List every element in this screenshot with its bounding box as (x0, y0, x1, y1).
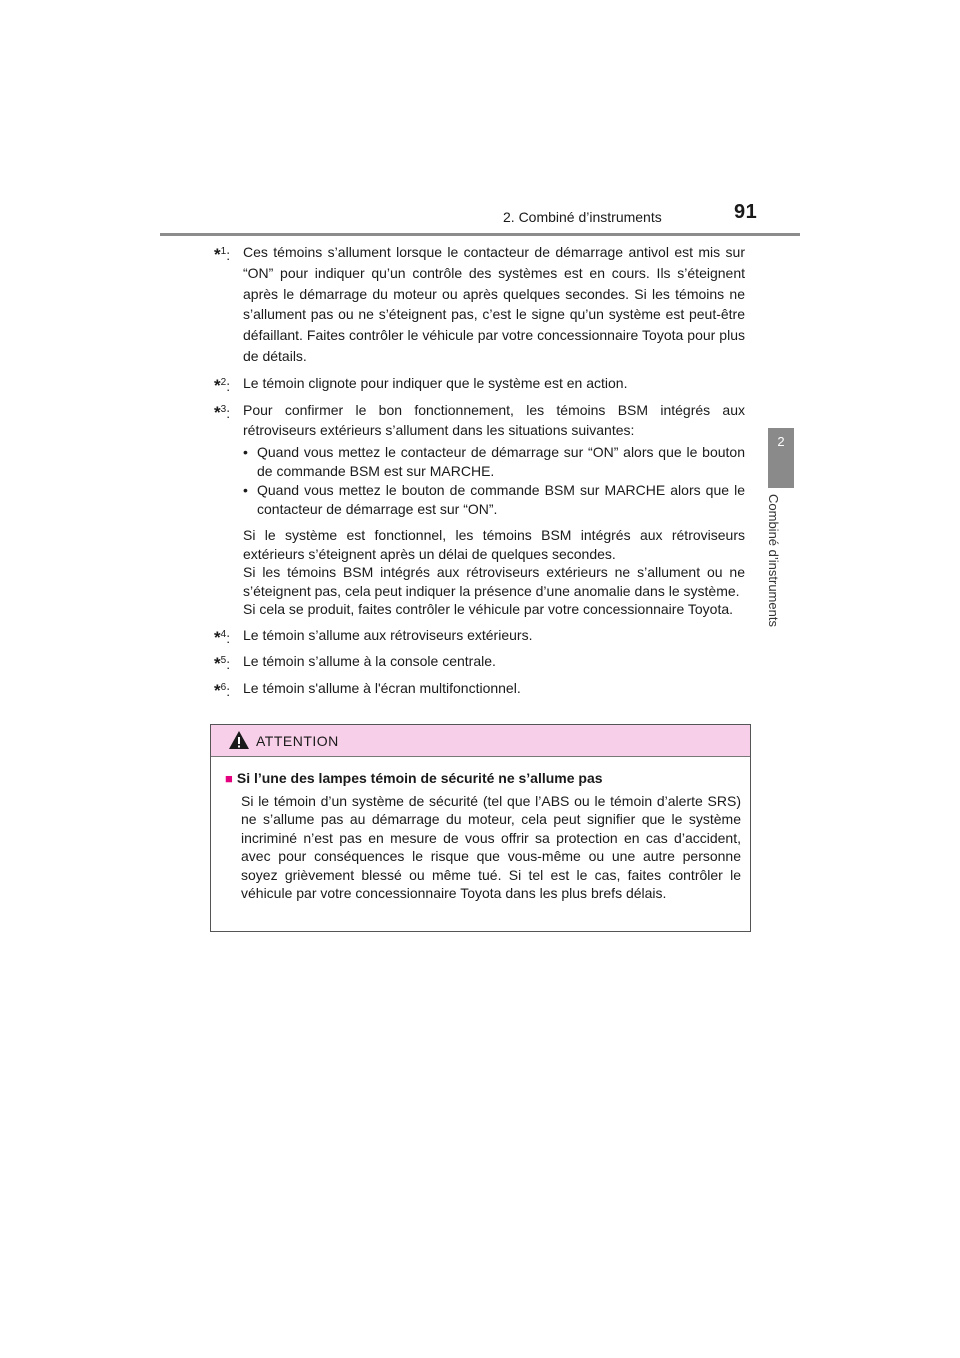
footnote-text: Le témoin s'allume à l'écran multifonctionnel. (243, 680, 521, 697)
footnote-1 (214, 242, 745, 367)
attention-text: Si le témoin d’un système de sécurité (tel que l’ABS ou le témoin d’alerte SRS) ne s’allume pas au démarrage du moteur, cela peut signifier que le système incriminé n’est pas en mesure de vous offrir sa protection en cas d’accident, avec pour conséquences le risque que vous-même ou une autre personne soyez grièvement blessé ou même tué. Si tel est le cas, faites contrôler le véhicule par votre concessionnaire Toyota dans les plus brefs délais. (241, 793, 741, 902)
footnote-6 (214, 678, 745, 699)
attention-content (211, 757, 750, 902)
footnote-marker: *$^6$: (214, 681, 231, 701)
list-item: • Quand vous mettez le contacteur de démarrage sur “ON” alors que le bouton de commande BSM est sur MARCHE. (243, 443, 745, 480)
footnote-paragraph: Si le système est fonctionnel, les témoins BSM intégrés aux rétroviseurs extérieurs s’éteignent après un délai de quelques secondes. Si les témoins BSM intégrés aux rétroviseurs extérieurs ne s’allument ou ne s’éteignent pas, cela peut indiquer la présence d’une anomalie dans le système. Si cela se produit, faites contrôler le véhicule par votre concessionnaire Toyota. (243, 527, 745, 618)
header-divider (160, 233, 800, 236)
list-item: • Quand vous mettez le bouton de commande BSM sur MARCHE alors que le contacteur de démarrage est sur “ON”. (243, 481, 745, 518)
attention-header (211, 725, 750, 757)
warning-triangle-icon (228, 730, 250, 750)
footnote-marker: *$^5$: (214, 654, 231, 674)
condition-list (243, 443, 745, 518)
footnote-3 (214, 400, 745, 619)
footnote-marker: *$^1$: (214, 245, 231, 264)
footnote-5 (214, 651, 745, 672)
chapter-tab: 2 (768, 428, 794, 488)
attention-title: ATTENTION (256, 733, 339, 749)
section-title: 2. Combiné d’instruments (503, 209, 662, 225)
footnotes (214, 242, 745, 705)
chapter-title: Combiné d’instruments (766, 494, 781, 627)
footnote-text: Le témoin s’allume à la console centrale. (243, 653, 496, 670)
footnote-marker: *$^2$: (214, 375, 231, 395)
attention-subheading: ■ Si l’une des lampes témoin de sécurité ne s’allume pas (225, 770, 603, 786)
footnote-marker: *$^4$: (214, 627, 231, 647)
footnote-text: Le témoin s’allume aux rétroviseurs extérieurs. (243, 626, 533, 643)
footnote-4 (214, 625, 745, 646)
footnote-text: Le témoin clignote pour indiquer que le système est en action. (243, 374, 628, 391)
footnote-text: Ces témoins s’allument lorsque le contacteur de démarrage antivol est mis sur “ON” pour indiquer qu’un contrôle des systèmes est en cours. Ils s’éteignent après le démarrage du moteur ou après quelques secondes. Si les témoins ne s’allument pas ou ne s’éteignent pas, c’est le signe qu’un système est peut-être défaillant. Faites contrôler le véhicule par votre concessionnaire Toyota pour plus de détails. (243, 244, 745, 364)
chapter-side-label (768, 488, 794, 648)
page-number: 91 (734, 201, 758, 223)
square-bullet-icon: ■ (225, 771, 233, 786)
attention-box (210, 724, 751, 932)
footnote-marker: *$^3$: (214, 402, 231, 422)
footnote-2 (214, 373, 745, 394)
footnote-text: Pour confirmer le bon fonctionnement, les témoins BSM intégrés aux rétroviseurs extérieurs s’allument dans les situations suivantes: (243, 401, 745, 439)
